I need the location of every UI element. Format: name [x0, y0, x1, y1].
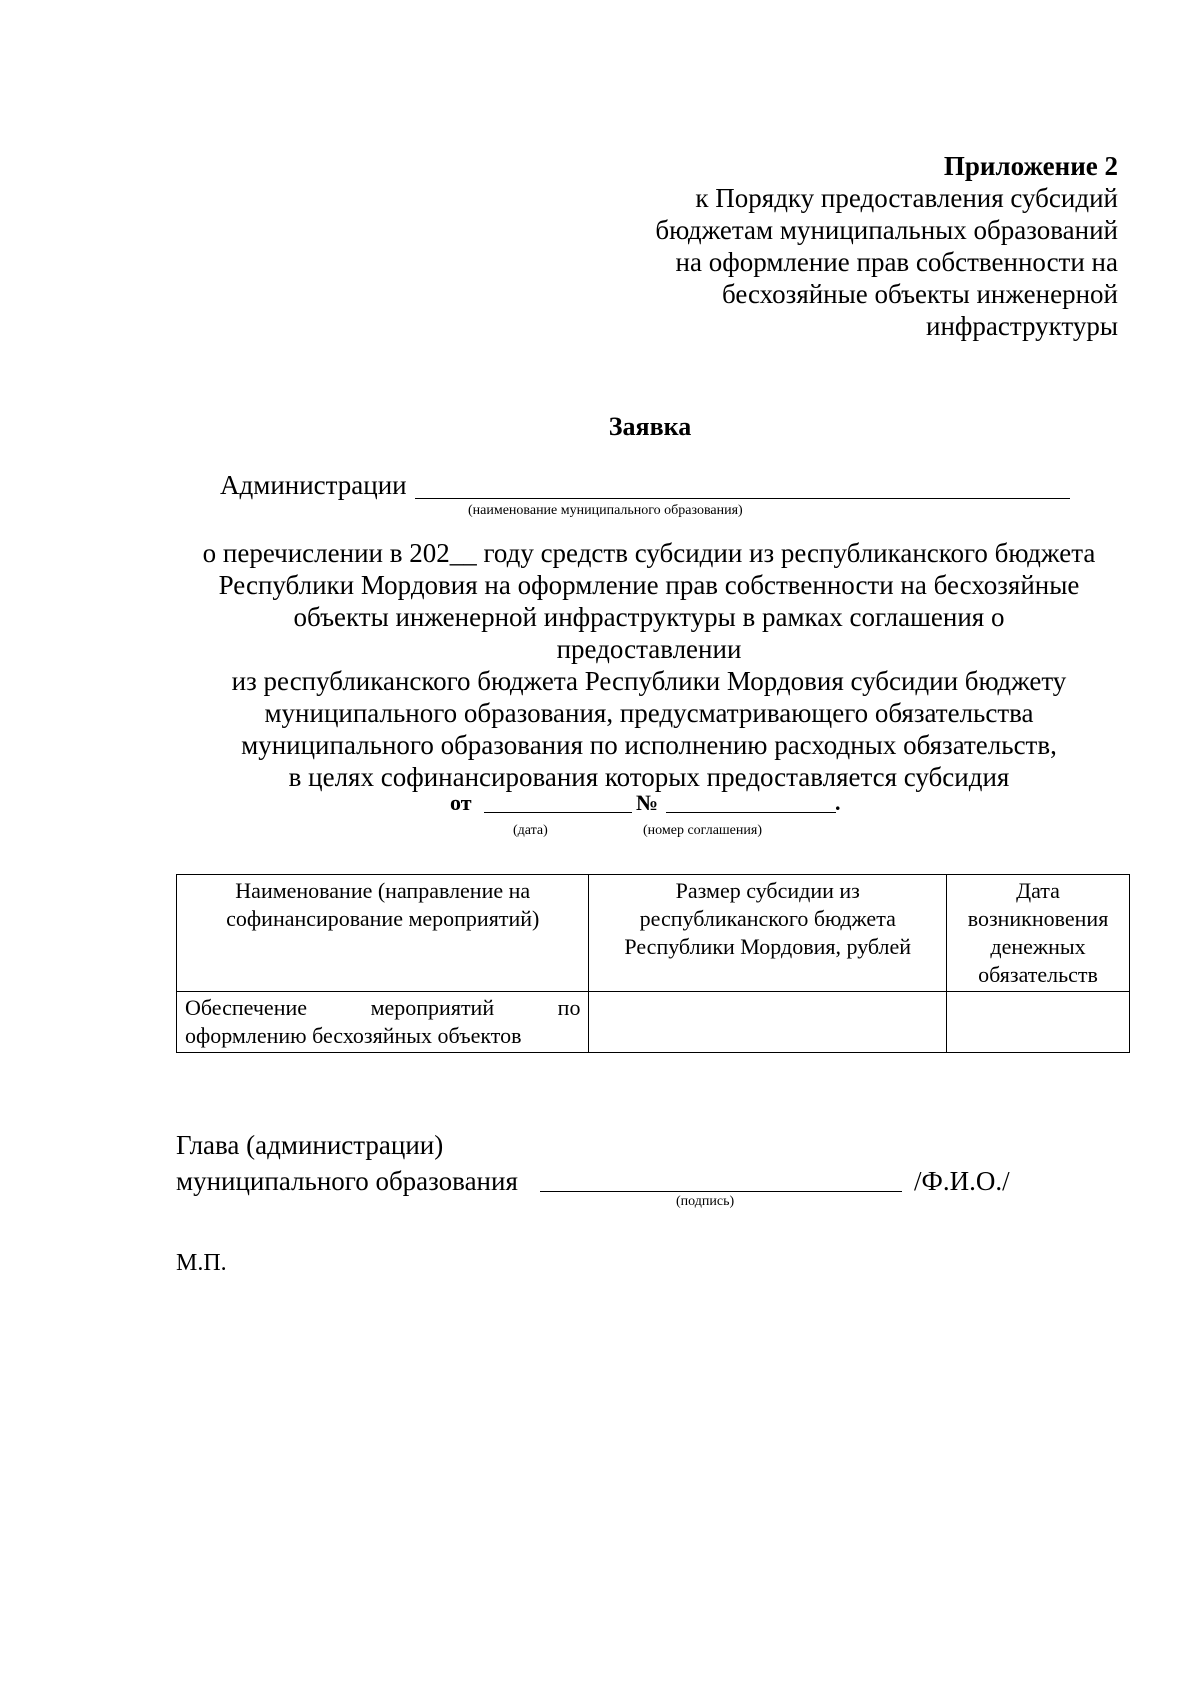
- signature-line1: Глава (администрации): [176, 1130, 444, 1160]
- signature-fio: /Ф.И.О./: [914, 1166, 1010, 1196]
- agreement-from-label: от: [450, 790, 472, 815]
- number-hint: (номер соглашения): [643, 823, 762, 838]
- signature-hint: (подпись): [676, 1194, 735, 1209]
- signature-block: [176, 1127, 1076, 1199]
- agreement-number-label: №: [636, 790, 659, 815]
- appendix-line: инфраструктуры: [926, 311, 1118, 341]
- table-header-row: [177, 875, 1130, 992]
- appendix-header: [558, 150, 1118, 342]
- agreement-date-blank[interactable]: [484, 812, 632, 813]
- appendix-line: на оформление прав собственности на: [675, 247, 1118, 277]
- agreement-end: .: [835, 790, 841, 815]
- table-row: [177, 992, 1130, 1053]
- request-line: предоставлении: [556, 634, 742, 664]
- header-date: Дата возникновения денежных обязательств: [947, 875, 1130, 992]
- request-line: в целях софинансирования которых предоставляется субсидия: [288, 762, 1010, 792]
- admin-label: Администрации: [220, 470, 407, 500]
- cell-amount[interactable]: [589, 992, 947, 1053]
- request-line: Республики Мордовия на оформление прав собственности на бесхозяйные: [218, 570, 1080, 600]
- cell-measure: Обеспечение мероприятий по оформлению бесхозяйных объектов: [177, 992, 589, 1053]
- document-title: Заявка: [608, 412, 692, 441]
- stamp-label: М.П.: [176, 1250, 227, 1276]
- request-text: [168, 537, 1130, 793]
- signature-blank[interactable]: [540, 1191, 902, 1192]
- admin-name-blank[interactable]: [415, 498, 1070, 499]
- signature-line2: муниципального образования: [176, 1166, 518, 1196]
- admin-line: [220, 470, 1080, 500]
- header-amount: Размер субсидии из республиканского бюджета Республики Мордовия, рублей: [589, 875, 947, 992]
- request-line: муниципального образования, предусматривающего обязательства: [264, 698, 1034, 728]
- request-line: объекты инженерной инфраструктуры в рамках соглашения о: [293, 602, 1005, 632]
- appendix-heading: Приложение 2: [943, 151, 1118, 181]
- subsidy-table: [176, 874, 1130, 1053]
- date-hint: (дата): [513, 823, 548, 838]
- request-line: о перечислении в 202__ году средств субсидии из республиканского бюджета: [202, 538, 1096, 568]
- agreement-number-blank[interactable]: [666, 812, 836, 813]
- cell-date[interactable]: [947, 992, 1130, 1053]
- appendix-line: бюджетам муниципальных образований: [655, 215, 1118, 245]
- appendix-line: бесхозяйные объекты инженерной: [722, 279, 1118, 309]
- appendix-line: к Порядку предоставления субсидий: [695, 183, 1118, 213]
- header-name: Наименование (направление на софинансирование мероприятий): [177, 875, 589, 992]
- request-line: муниципального образования по исполнению расходных обязательств,: [241, 730, 1057, 760]
- request-line: из республиканского бюджета Республики Мордовия субсидии бюджету: [231, 666, 1067, 696]
- admin-hint: (наименование муниципального образования): [468, 503, 743, 518]
- signature-line: [176, 1163, 1076, 1199]
